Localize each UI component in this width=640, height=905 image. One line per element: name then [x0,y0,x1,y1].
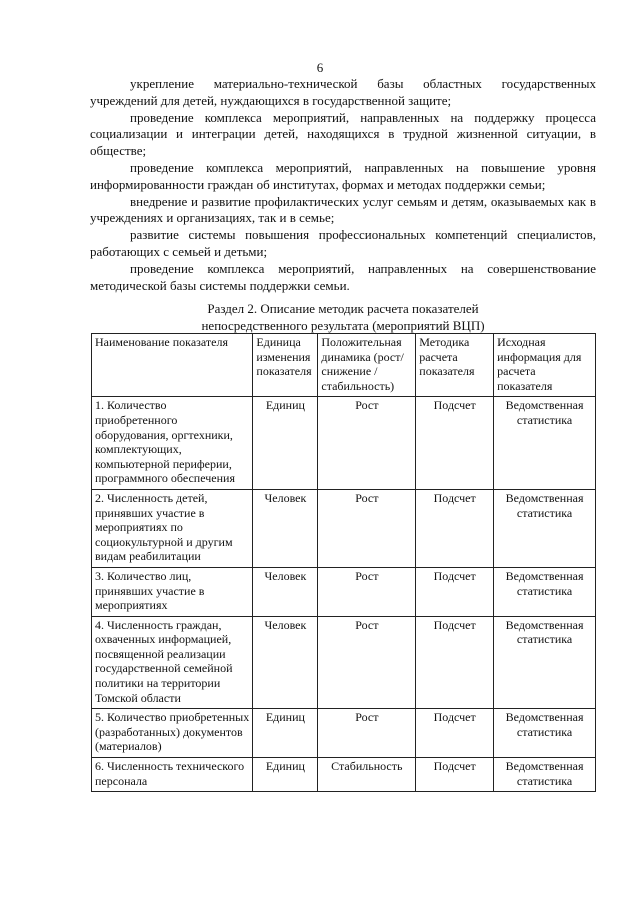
cell-source: Ведомственная статистика [494,616,596,709]
cell-dynamics: Рост [318,709,416,758]
paragraph: проведение комплекса мероприятий, направленных на совершенствование методической базы системы поддержки семьи. [90,260,596,293]
header-dynamics: Положительная динамика (рост/снижение /стабильность) [318,334,416,397]
table-row [92,758,596,792]
cell-method: Подсчет [416,567,494,616]
cell-unit: Единиц [253,758,318,792]
cell-method: Подсчет [416,489,494,567]
cell-method: Подсчет [416,709,494,758]
paragraph: внедрение и развитие профилактических услуг семьям и детям, оказываемых как в учреждениях и организациях, так и в семье; [90,193,596,226]
body-text [90,76,596,294]
header-source: Исходная информация для расчета показателя [494,334,596,397]
header-method: Методика расчета показателя [416,334,494,397]
section-title-line: непосредственного результата (мероприятий ВЦП) [201,318,485,333]
paragraph: развитие системы повышения профессиональных компетенций специалистов, работающих с семьей и детьми; [90,227,596,259]
cell-indicator-name: 4. Численность граждан, охваченных информацией, посвященной реализации государственной семейной политики на территории Томской области [92,616,253,709]
paragraph: проведение комплекса мероприятий, направленных на повышение уровня информированности граждан об институтах, формах и методах поддержки семьи; [90,159,596,192]
cell-unit: Человек [253,567,318,616]
table-header-row [92,334,596,397]
table-row [92,397,596,490]
paragraph: проведение комплекса мероприятий, направленных на поддержку процесса социализации и интеграции детей, находящихся в трудной жизненной ситуации, в обществе; [90,109,596,159]
cell-method: Подсчет [416,616,494,709]
cell-source: Ведомственная статистика [494,567,596,616]
paragraph: укрепление материально-технической базы областных государственных учреждений для детей, нуждающихся в государственной защите; [90,76,596,108]
cell-source: Ведомственная статистика [494,758,596,792]
cell-dynamics: Стабильность [318,758,416,792]
cell-dynamics: Рост [318,397,416,490]
cell-method: Подсчет [416,758,494,792]
section-title-line: Раздел 2. Описание методик расчета показателей [207,301,479,316]
cell-indicator-name: 3. Количество лиц, принявших участие в мероприятиях [92,567,253,616]
cell-source: Ведомственная статистика [494,709,596,758]
cell-indicator-name: 1. Количество приобретенного оборудования, оргтехники, комплектующих, компьютерной периферии, программного обеспечения [92,397,253,490]
cell-method: Подсчет [416,397,494,490]
header-unit: Единица изменения показателя [253,334,318,397]
cell-source: Ведомственная статистика [494,489,596,567]
cell-unit: Человек [253,616,318,709]
table-row [92,489,596,567]
cell-dynamics: Рост [318,567,416,616]
table-row [92,709,596,758]
indicators-table [91,333,596,792]
cell-source: Ведомственная статистика [494,397,596,490]
header-indicator-name: Наименование показателя [92,334,253,397]
cell-indicator-name: 2. Численность детей, принявших участие в мероприятиях по социокультурной и другим видам реабилитации [92,489,253,567]
section-heading [90,300,596,334]
cell-dynamics: Рост [318,489,416,567]
cell-indicator-name: 5. Количество приобретенных (разработанных) документов (материалов) [92,709,253,758]
page-number: 6 [316,60,324,75]
cell-unit: Человек [253,489,318,567]
cell-unit: Единиц [253,397,318,490]
cell-unit: Единиц [253,709,318,758]
table-row [92,616,596,709]
cell-indicator-name: 6. Численность технического персонала [92,758,253,792]
table-row [92,567,596,616]
cell-dynamics: Рост [318,616,416,709]
